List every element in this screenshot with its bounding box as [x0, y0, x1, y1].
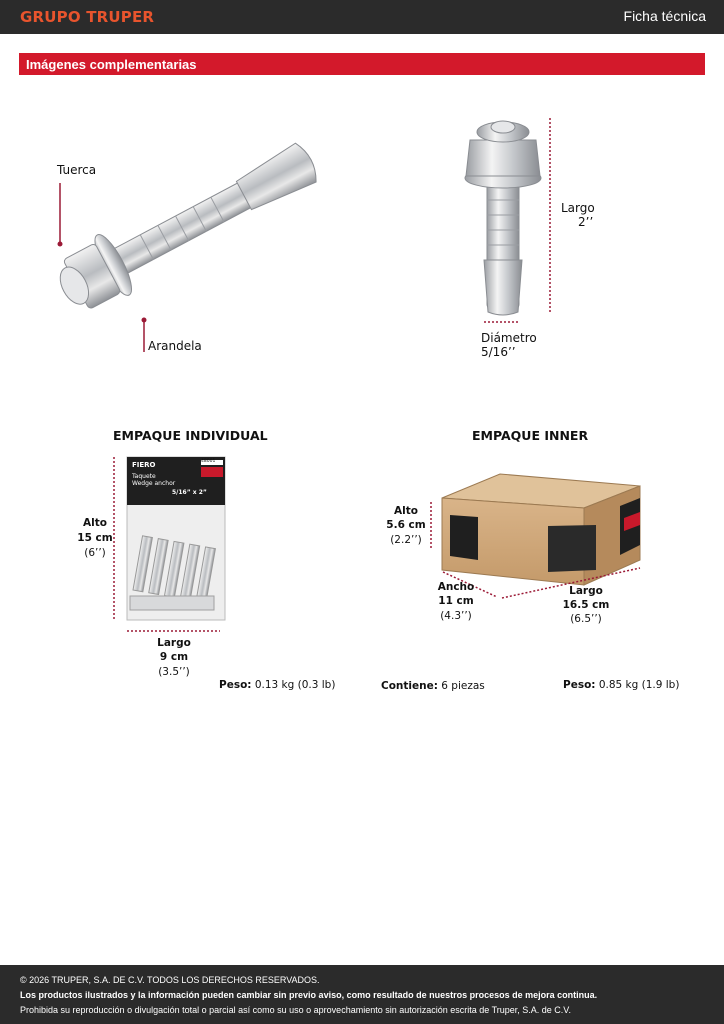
footer-notice: Los productos ilustrados y la información pueden cambiar sin previo aviso, como resultado de nuestros procesos de mejora continua. — [20, 990, 598, 1000]
individual-height-label: Alto — [83, 517, 107, 529]
length-label: Largo — [561, 201, 595, 215]
inner-height-cm: 5.6 cm — [386, 519, 426, 531]
bag-name-en: Wedge anchor — [132, 480, 176, 487]
inner-height-in: (2.2’’) — [390, 534, 422, 546]
length-value: 2’’ — [578, 215, 594, 229]
individual-weight-value: 0.13 kg (0.3 lb) — [254, 679, 336, 691]
individual-height-in: (6’’) — [84, 547, 106, 559]
anchor-angled-image — [48, 130, 327, 321]
individual-length-label: Largo — [157, 637, 191, 649]
inner-contains-value: 6 piezas — [441, 680, 485, 692]
inner-box-image — [442, 474, 640, 585]
inner-weight-label: Peso: — [563, 679, 596, 691]
anchor-vertical-image — [465, 121, 541, 315]
inner-width-cm: 11 cm — [438, 595, 474, 607]
footer-legal: Prohibida su reproducción o divulgación total o parcial así como su uso o aprovechamiento sin autorización escrita de Truper, S.A. de C.V. — [20, 1005, 571, 1015]
inner-width-in: (4.3’’) — [440, 610, 472, 622]
inner-weight-value: 0.85 kg (1.9 lb) — [598, 679, 680, 691]
inner-height-label: Alto — [394, 505, 418, 517]
footer-copyright: © 2026 TRUPER, S.A. DE C.V. TODOS LOS DERECHOS RESERVADOS. — [20, 975, 320, 985]
bag-brand: FIERO — [132, 461, 156, 469]
inner-length-cm: 16.5 cm — [562, 599, 610, 611]
inner-length-label: Largo — [569, 585, 603, 597]
individual-length-in: (3.5’’) — [158, 666, 190, 678]
individual-height-cm: 15 cm — [77, 532, 113, 544]
footer — [0, 965, 724, 1024]
inner-package-title: EMPAQUE INNER — [472, 428, 589, 443]
individual-length-cm: 9 cm — [159, 651, 189, 663]
bag-size: 5/16” x 2” — [172, 489, 207, 496]
bag-code: 48001 — [201, 459, 216, 464]
nut-label: Tuerca — [57, 163, 97, 177]
document-title: Ficha técnica — [623, 8, 706, 24]
inner-length-in: (6.5’’) — [570, 613, 602, 625]
individual-weight-label: Peso: — [219, 679, 252, 691]
diameter-value: 5/16’’ — [481, 345, 516, 359]
bag-name: Taquete — [132, 473, 156, 480]
washer-label: Arandela — [148, 339, 202, 353]
inner-width-label: Ancho — [437, 581, 475, 593]
section-title: Imágenes complementarias — [26, 57, 197, 72]
individual-package-title: EMPAQUE INDIVIDUAL — [113, 428, 268, 443]
brand-logo: GRUPO TRUPER — [20, 8, 155, 26]
diameter-label: Diámetro — [481, 331, 537, 345]
inner-contains-label: Contiene: — [381, 680, 438, 692]
